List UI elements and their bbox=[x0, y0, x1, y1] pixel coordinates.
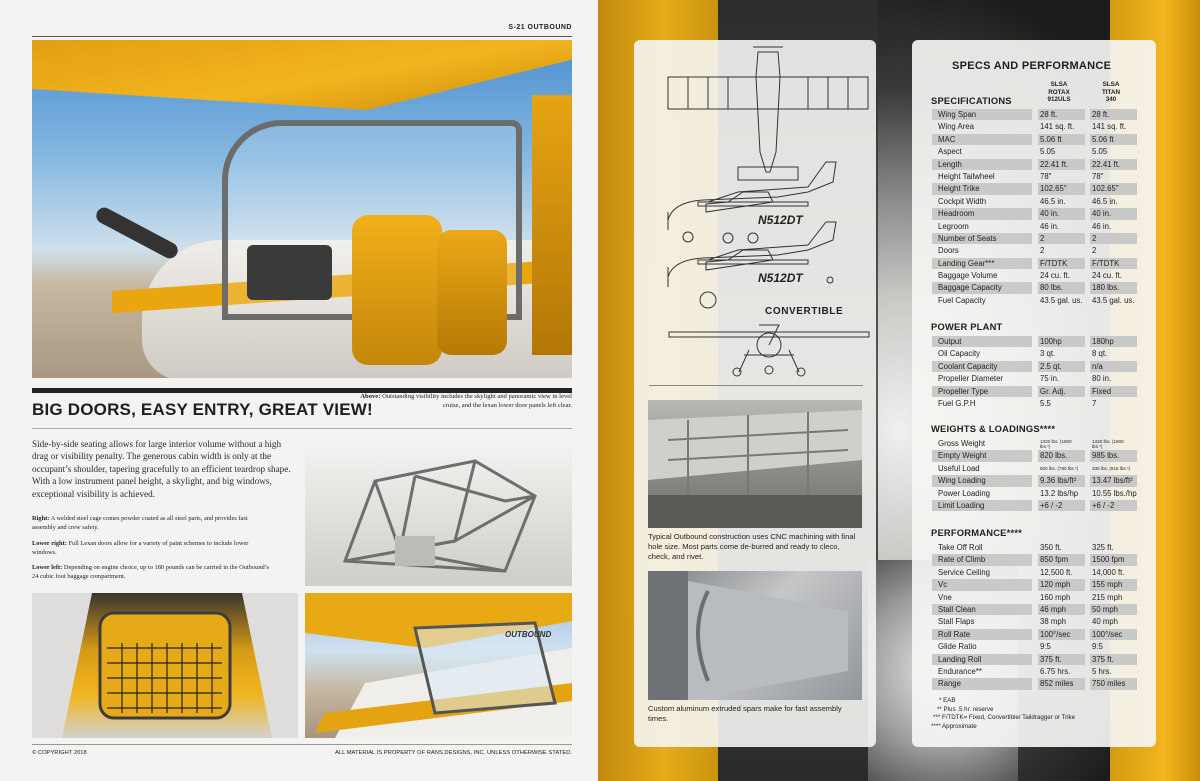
photo-seat-left bbox=[352, 215, 442, 365]
row-label: Coolant Capacity bbox=[932, 361, 1032, 372]
row-value-text: 335 lbs. (815 lbs.*) bbox=[1092, 466, 1131, 472]
photo-open-door bbox=[532, 95, 572, 355]
headline-underline bbox=[32, 428, 572, 429]
row-label: Wing Loading bbox=[932, 475, 1032, 486]
row-value-rotax: 28 ft. bbox=[1038, 109, 1085, 120]
caption-lower-right-label: Lower right: bbox=[32, 540, 67, 547]
row-value-titan: 155 mph bbox=[1090, 579, 1137, 590]
row-label: Aspect bbox=[938, 147, 962, 157]
row-value-titan: 8 qt. bbox=[1092, 349, 1108, 359]
row-label: MAC bbox=[932, 134, 1032, 145]
caption-above bbox=[352, 392, 572, 410]
row-label: Wing Area bbox=[938, 122, 974, 132]
row-value-titan: 40 in. bbox=[1090, 208, 1137, 219]
caption-above-label: Above: bbox=[360, 393, 381, 400]
row-label: Landing Roll bbox=[932, 654, 1032, 665]
row-value-rotax: 3 qt. bbox=[1040, 349, 1056, 359]
row-label: Propeller Type bbox=[932, 386, 1032, 397]
row-value-rotax: 850 fpm bbox=[1038, 554, 1085, 565]
row-value-rotax: 120 mph bbox=[1038, 579, 1085, 590]
door-logo-text: OUTBOUND bbox=[505, 630, 552, 639]
footnote: *** F/TDTK= Fixed, Convertible/ Taildragger or Trike bbox=[933, 714, 1076, 722]
row-label: Vne bbox=[938, 592, 952, 602]
row-value-titan: 215 mph bbox=[1092, 592, 1123, 602]
row-value-rotax: 5.5 bbox=[1040, 398, 1051, 408]
caption-lower-left bbox=[32, 564, 272, 581]
aluminum-spar-photo bbox=[648, 571, 862, 700]
steel-cage-photo bbox=[305, 441, 572, 586]
left-page bbox=[0, 0, 598, 781]
body-paragraph: Side-by-side seating allows for large interior volume without a high drag or visibility penalty. The generous cabin width is only at the occupant’s shoulder, tapering gracefully to an efficient teardrop shape. With a low instrument panel height, a skylight, and big windows, exceptional visibility is achieved. bbox=[32, 439, 291, 499]
row-value-titan: 9:5 bbox=[1092, 642, 1103, 652]
row-value-rotax: 102.65" bbox=[1038, 183, 1085, 194]
side-view-tail-drawing bbox=[668, 222, 836, 308]
row-value-titan: 80 in. bbox=[1092, 374, 1112, 384]
row-value-titan: 24 cu. ft. bbox=[1092, 271, 1122, 281]
door-drawing bbox=[305, 593, 572, 738]
column-header-titan bbox=[1091, 81, 1131, 104]
row-label: Fuel G.P.H bbox=[938, 398, 976, 408]
convertible-label: CONVERTIBLE bbox=[765, 306, 844, 317]
row-value-titan: 141 sq. ft. bbox=[1092, 122, 1127, 132]
row-value-titan: 78" bbox=[1092, 171, 1104, 181]
row-value-rotax: 820 lbs. bbox=[1038, 450, 1085, 461]
row-value-rotax: 6.75 hrs. bbox=[1040, 666, 1071, 676]
row-value-rotax: 9.36 lbs/ft² bbox=[1038, 475, 1085, 486]
section-specifications: SPECIFICATIONS bbox=[931, 95, 1012, 106]
caption-right-text: A welded steel cage comes powder coated as all steel parts, and provides fast assembly and crew safety. bbox=[32, 515, 248, 531]
caption-right-label: Right: bbox=[32, 515, 50, 522]
row-label: Baggage Volume bbox=[938, 271, 998, 281]
row-value-rotax: 375 ft. bbox=[1038, 654, 1085, 665]
row-value-titan: 46 in. bbox=[1092, 221, 1112, 231]
row-label: Landing Gear*** bbox=[932, 258, 1032, 269]
row-value-titan bbox=[1090, 463, 1137, 474]
spec-footnotes bbox=[931, 697, 1075, 731]
row-label: Wing Span bbox=[932, 109, 1032, 120]
row-value-titan: 5.06 ft bbox=[1090, 134, 1137, 145]
row-label: Glide Ratio bbox=[938, 642, 977, 652]
caption-right bbox=[32, 515, 272, 532]
row-label: Height Trike bbox=[932, 183, 1032, 194]
row-value-rotax: 46.5 in. bbox=[1040, 196, 1066, 206]
row-value-rotax: 24 cu. ft. bbox=[1040, 271, 1070, 281]
trike-registration: N512DT bbox=[758, 213, 803, 227]
row-value-rotax: 22.41 ft. bbox=[1038, 159, 1085, 170]
row-value-rotax: 80 lbs. bbox=[1038, 282, 1085, 293]
section-power-plant: POWER PLANT bbox=[931, 321, 1003, 332]
row-label: Service Ceiling bbox=[938, 567, 991, 577]
column-header-rotax bbox=[1039, 81, 1079, 104]
row-value-rotax: 2.5 qt. bbox=[1038, 361, 1085, 372]
side-view-trike-drawing bbox=[668, 162, 836, 243]
row-value-titan: 10.55 lbs./hp bbox=[1092, 488, 1137, 498]
footnote: ** Plus .5 hr. reserve bbox=[937, 705, 994, 713]
page-headline: BIG DOORS, EASY ENTRY, GREAT VIEW! bbox=[32, 400, 373, 419]
row-value-titan: 750 miles bbox=[1090, 678, 1137, 689]
row-label: Baggage Capacity bbox=[932, 282, 1032, 293]
row-value-rotax: 160 mph bbox=[1040, 592, 1071, 602]
row-label: Empty Weight bbox=[932, 450, 1032, 461]
col-header-line: ROTAX bbox=[1048, 88, 1070, 96]
row-label: Limit Loading bbox=[932, 500, 1032, 511]
row-value-titan: F/TDTK bbox=[1090, 258, 1137, 269]
row-label: Endurance** bbox=[938, 666, 982, 676]
row-value-rotax: 46 in. bbox=[1040, 221, 1060, 231]
photo-instrument-panel bbox=[247, 245, 332, 300]
caption-above-text: Outstanding visibility includes the skylight and panoramic view in level cruise, and the lexan lower door panels left clear. bbox=[382, 393, 572, 409]
drawings-rule bbox=[649, 385, 863, 386]
caption-lower-right-text: Full Lexan doors allow for a variety of paint schemes to include lower windows. bbox=[32, 540, 249, 556]
row-value-rotax bbox=[1038, 463, 1085, 474]
footer-copyright: © COPYRIGHT 2018 bbox=[32, 750, 87, 756]
row-value-rotax: Gr. Adj. bbox=[1038, 386, 1085, 397]
row-value-rotax: 12,500 ft. bbox=[1040, 567, 1073, 577]
cnc-parts-drawing bbox=[648, 400, 862, 528]
row-value-titan: 2 bbox=[1090, 233, 1137, 244]
col-header-line: SLSA bbox=[1102, 81, 1120, 88]
row-value-titan: 5 hrs. bbox=[1092, 666, 1112, 676]
row-value-rotax: 100°/sec bbox=[1038, 629, 1085, 640]
row-value-titan bbox=[1090, 438, 1137, 449]
row-label: Length bbox=[932, 159, 1032, 170]
row-value-rotax: 78" bbox=[1040, 171, 1052, 181]
row-value-rotax: 2 bbox=[1038, 233, 1085, 244]
row-label: Vc bbox=[932, 579, 1032, 590]
row-value-titan: 22.41 ft. bbox=[1090, 159, 1137, 170]
caption-lower-right bbox=[32, 540, 272, 557]
row-label: Cockpit Width bbox=[938, 196, 987, 206]
spar-caption: Custom aluminum extruded spars make for fast assembly times. bbox=[648, 704, 842, 723]
caption-lower-left-label: Lower left: bbox=[32, 564, 63, 571]
row-label: Headroom bbox=[932, 208, 1032, 219]
baggage-compartment-photo bbox=[32, 593, 298, 738]
row-label: Doors bbox=[938, 246, 959, 256]
footnote: * EAB bbox=[939, 697, 956, 704]
row-value-titan: 375 ft. bbox=[1090, 654, 1137, 665]
row-value-titan: +6 / -2 bbox=[1090, 500, 1137, 511]
row-label: Height Tailwheel bbox=[938, 171, 995, 181]
cnc-caption: Typical Outbound construction uses CNC machining with final hole size. Most parts come de-burred and ready to cleco, check, and rivet. bbox=[648, 532, 856, 561]
row-label: Fuel Capacity bbox=[938, 295, 986, 305]
row-value-titan: 43.5 gal. us. bbox=[1092, 295, 1135, 305]
baggage-net-drawing bbox=[32, 593, 298, 738]
row-value-rotax: 75 in. bbox=[1040, 374, 1060, 384]
cnc-parts-photo bbox=[648, 400, 862, 528]
hero-cockpit-photo bbox=[32, 40, 572, 378]
row-value-titan: 1500 fpm bbox=[1090, 554, 1137, 565]
steel-cage-drawing bbox=[305, 441, 572, 586]
caption-lower-left-text: Depending on engine choice, up to 180 pounds can be carried in the Outbound’s 24 cubic foot baggage compartment. bbox=[32, 564, 270, 580]
row-label: Output bbox=[932, 336, 1032, 347]
footnote: **** Approximate bbox=[931, 722, 977, 730]
row-value-titan: 102.65" bbox=[1090, 183, 1137, 194]
right-page bbox=[598, 0, 1200, 781]
specs-title: SPECS AND PERFORMANCE bbox=[952, 60, 1112, 72]
row-value-rotax: 2 bbox=[1040, 246, 1045, 256]
footer-rights: ALL MATERIAL IS PROPERTY OF RANS DESIGNS, INC. UNLESS OTHERWISE STATED. bbox=[335, 750, 572, 756]
top-view-drawing bbox=[668, 47, 868, 180]
row-value-rotax: 13.2 lbs/hp bbox=[1040, 488, 1079, 498]
row-value-text: 1320 lbs. (1800 lbs.*) bbox=[1092, 438, 1124, 449]
row-label: Power Loading bbox=[938, 488, 991, 498]
row-value-titan: 180 lbs. bbox=[1090, 282, 1137, 293]
photo-propeller bbox=[94, 205, 181, 261]
row-label: Roll Rate bbox=[932, 629, 1032, 640]
row-label: Take Off Roll bbox=[938, 543, 983, 552]
row-label: Useful Load bbox=[938, 463, 980, 473]
row-value-titan: 7 bbox=[1092, 398, 1097, 408]
row-label: Legroom bbox=[938, 221, 969, 231]
section-performance: PERFORMANCE**** bbox=[931, 527, 1023, 538]
spar-drawing bbox=[648, 571, 862, 700]
header-rule bbox=[32, 36, 572, 37]
row-value-titan: 50 mph bbox=[1090, 604, 1137, 615]
row-value-rotax: 40 in. bbox=[1038, 208, 1085, 219]
row-label: Propeller Diameter bbox=[938, 374, 1003, 384]
row-value-titan: 28 ft. bbox=[1090, 109, 1137, 120]
row-value-rotax: 5.05 bbox=[1040, 147, 1056, 157]
row-value-titan: 46.5 in. bbox=[1092, 196, 1118, 206]
photo-seat-right bbox=[437, 230, 507, 355]
row-label: Rate of Climb bbox=[932, 554, 1032, 565]
row-value-titan: 14,000 ft. bbox=[1092, 567, 1125, 577]
front-view-drawing bbox=[664, 320, 874, 380]
row-value-rotax: 852 miles bbox=[1038, 678, 1085, 689]
col-header-line: 912ULS bbox=[1047, 96, 1071, 103]
row-value-rotax: 43.5 gal. us. bbox=[1040, 295, 1083, 305]
lexan-door-photo bbox=[305, 593, 572, 738]
row-label: Number of Seats bbox=[932, 233, 1032, 244]
row-value-rotax: 141 sq. ft. bbox=[1040, 122, 1075, 132]
row-value-titan: 40 mph bbox=[1092, 617, 1119, 627]
row-value-titan: n/a bbox=[1090, 361, 1137, 372]
row-value-rotax: F/TDTK bbox=[1038, 258, 1085, 269]
row-value-titan: 325 ft. bbox=[1092, 543, 1114, 552]
row-value-rotax bbox=[1038, 438, 1085, 449]
row-value-rotax: 100hp bbox=[1038, 336, 1085, 347]
row-value-rotax: 350 ft. bbox=[1040, 543, 1062, 552]
row-value-titan: Fixed bbox=[1090, 386, 1137, 397]
col-header-line: 340 bbox=[1105, 96, 1117, 103]
row-value-titan: 5.05 bbox=[1092, 147, 1108, 157]
row-value-titan: 2 bbox=[1092, 246, 1097, 256]
row-value-rotax: 9:5 bbox=[1040, 642, 1051, 652]
row-value-rotax: +6 / -2 bbox=[1038, 500, 1085, 511]
row-value-titan: 13.47 lbs/ft² bbox=[1090, 475, 1137, 486]
row-value-titan: 180hp bbox=[1090, 336, 1137, 347]
row-label: Gross Weight bbox=[938, 439, 986, 448]
row-value-text: 1320 lbs. (1600 lbs.*) bbox=[1040, 438, 1072, 449]
footer-rule bbox=[32, 744, 572, 745]
page-header: S-21 OUTBOUND bbox=[508, 24, 572, 31]
row-value-titan: 985 lbs. bbox=[1090, 450, 1137, 461]
photo-wing bbox=[32, 40, 572, 110]
section-weights: WEIGHTS & LOADINGS**** bbox=[931, 423, 1056, 434]
col-header-line: TITAN bbox=[1101, 88, 1121, 96]
row-value-rotax: 46 mph bbox=[1038, 604, 1085, 615]
row-label: Oil Capacity bbox=[938, 349, 981, 359]
row-label: Stall Clean bbox=[932, 604, 1032, 615]
col-header-line: SLSA bbox=[1050, 81, 1068, 88]
row-value-titan: 100°/sec bbox=[1090, 629, 1137, 640]
tail-registration: N512DT bbox=[758, 271, 803, 285]
row-label: Stall Flaps bbox=[938, 617, 975, 627]
row-value-rotax: 5.06 ft bbox=[1038, 134, 1085, 145]
row-label: Range bbox=[932, 678, 1032, 689]
row-value-text: 500 lbs. (780 lbs.*) bbox=[1040, 466, 1079, 472]
row-value-rotax: 38 mph bbox=[1040, 617, 1067, 627]
